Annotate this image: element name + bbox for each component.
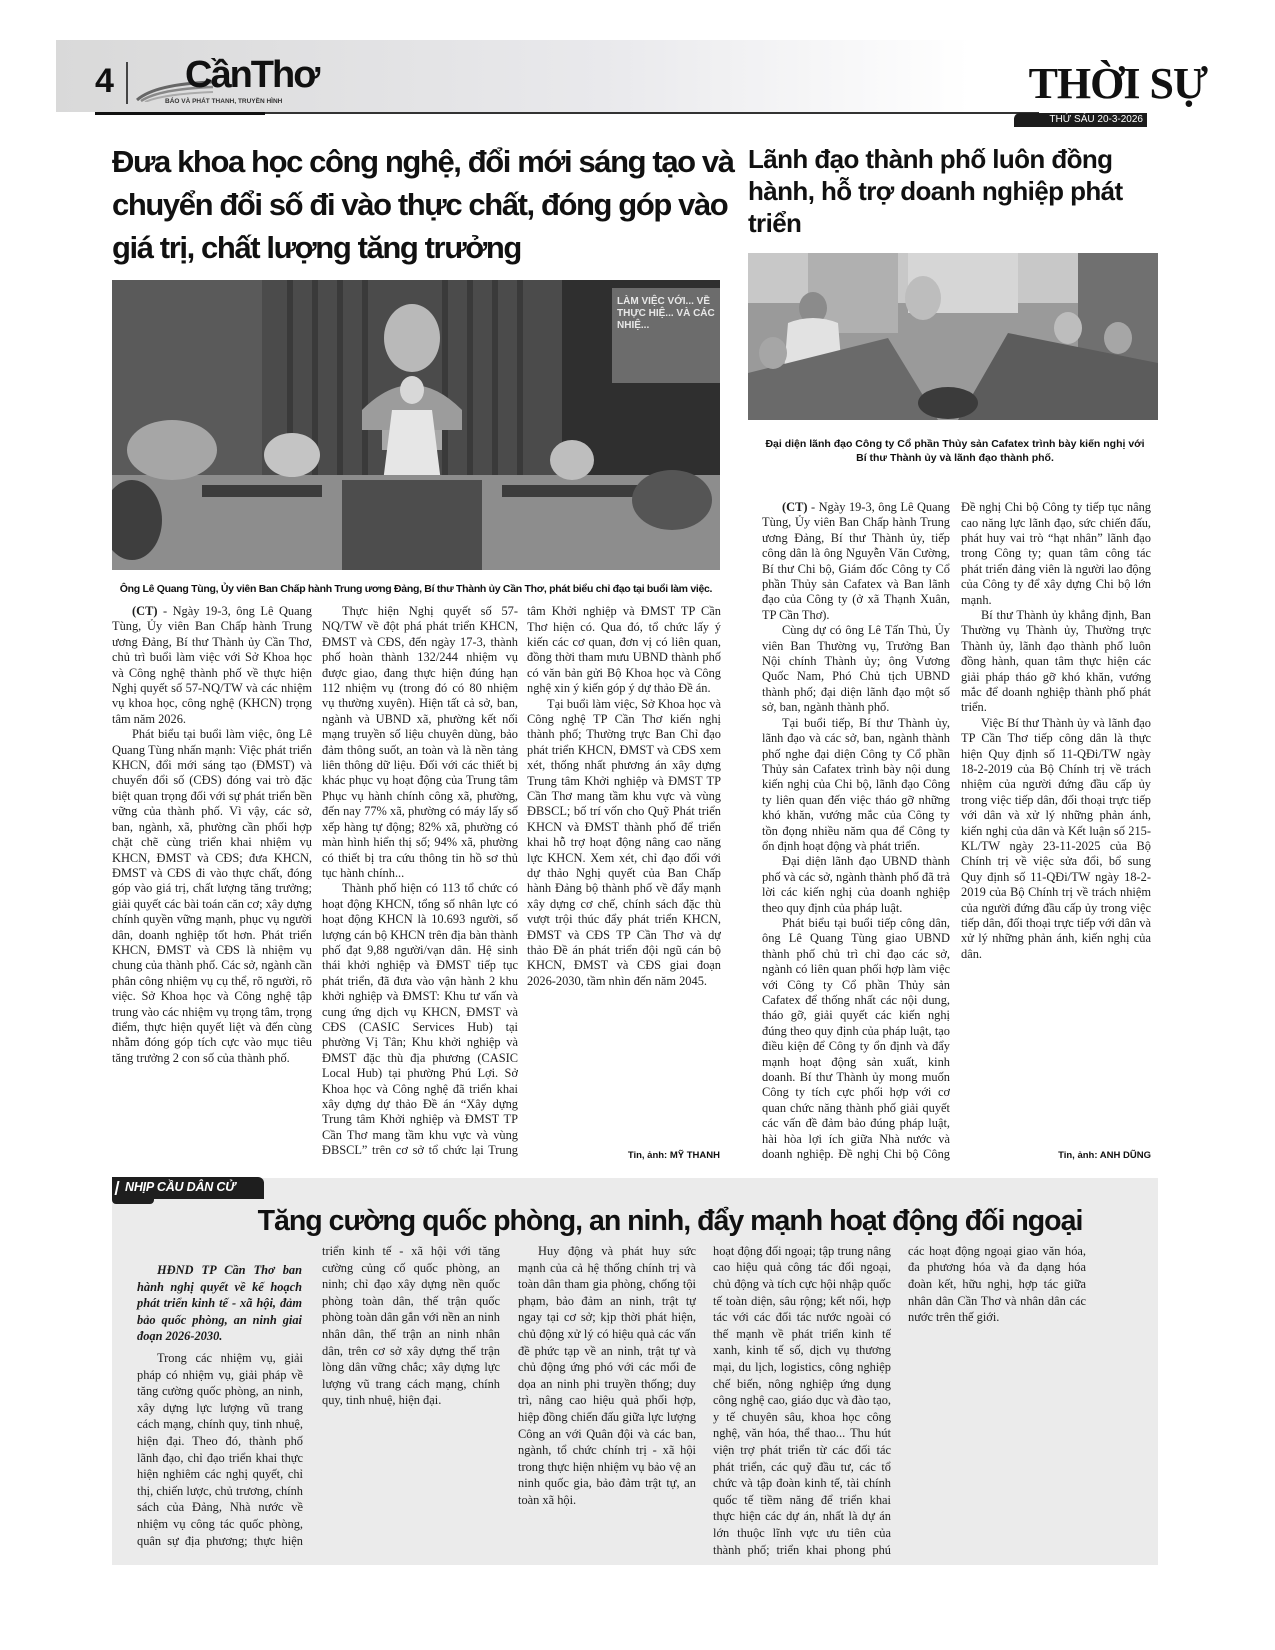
side-article-paragraph: - Ngày 19-3, ông Lê Quang Tùng, Ủy viên Ban Chấp hành Trung ương Đảng, Bí thư Thành ủy, tiếp công dân là ông Nguyễn Văn Cường, Bí thư Chi bộ, Giám đốc Công ty Cổ phần Thủy sản Cafatex và Ban lãnh đạo của Công ty (ở xã Thạnh Xuân, TP Cần Thơ). [762,500,950,622]
side-article-column-1 [762,500,950,1162]
main-article-byline: Tin, ảnh: MỸ THANH [627,1150,720,1161]
side-article-lead [762,500,950,623]
bottom-article-column-4 [713,1243,891,1559]
bottom-article-paragraph: Trong các nhiệm vụ, giải pháp có nhiệm vụ, giải pháp về tăng cường quốc phòng, an ninh, xây dựng lực lượng vũ trang cách mạng, chính quy, tinh nhuệ, hiện đại. Theo đó, thành phố lãnh đạo, chỉ đạo triển khai thực hiện nghiêm các nghị quyết, chỉ thị, chiến lược, chủ trương, chính sách của Đảng, Nhà nước về nhiệm vụ công tác quốc phòng, quân sự địa phương; thực hiện [137,1351,303,1548]
side-article-paragraph: Việc Bí thư Thành ủy và lãnh đạo TP Cần Thơ tiếp công dân là thực hiện Quy định số 11-QĐi/TW ngày 18-2-2019 của Bộ Chính trị về trách nhiệm của người đứng đầu cấp ủy trong việc tiếp dân, đối thoại trực tiếp với dân và xử lý những phản ánh, kiến nghị của dân và Kết luận số 215-KL/TW ngày 23-11-2025 của Bộ Chính trị về việc sửa đổi, bổ sung Quy định số 11-QĐi/TW ngày 18-2-2019 của Bộ Chính trị về trách nhiệm của người đứng đầu cấp ủy trong việc tiếp dân, đối thoại trực tiếp với dân và xử lý những phản ánh, kiến nghị của dân. [961,715,1151,961]
side-article-paragraph: Bí thư Thành ủy khẳng định, Ban Thường vụ Thành ủy, Thường trực Thành ủy, lãnh đạo thành phố luôn đồng hành, quan tâm thực hiện các giải pháp tháo gỡ khó khăn, vướng mắc để doanh nghiệp thành phố phát triển. [961,607,1151,715]
bottom-article-sapo [137,1262,302,1345]
main-article-paragraph-continued [527,604,721,697]
main-article-paragraph: Thành phố hiện có 113 tổ chức có hoạt động KHCN, tổng số nhân lực có hoạt động KHCN là 10.693 người, số lượng cán bộ KHCN trên địa bàn thành phố đạt 9,88 người/vạn dân. Hệ sinh thái khởi nghiệp và ĐMST tiếp tục phát triển, đã đưa vào vận hành 2 khu khởi nghiệp và ĐMST: Khu tư vấn và cung ứng dịch vụ KHCN, ĐMST và CĐS (CASIC Services Hub) tại phường Vị Tân; Khu khởi nghiệp và ĐMST đặc thù địa phương (CASIC Local Hub) tại phường Phú Lợi. Sở Khoa học và Công nghệ đã triển khai xây dựng dự thảo Đề án “Xây dựng Trung tâm Khởi nghiệp và ĐMST TP Cần Thơ mang tầm khu vực và vùng ĐBSCL” trên cơ sở tổ chức lại Trung [322,881,518,1158]
page-divider [126,62,128,104]
page-number: 4 [95,62,114,100]
bottom-article-paragraph-continued [322,1243,500,1409]
main-article-lead [112,604,312,727]
rubric-label: NHỊP CẦU DÂN CỬ [125,1180,236,1194]
issue-date: THỨ SÁU 20-3-2026 [1014,113,1147,127]
bottom-article-paragraph-continued-text: triển kinh tế - xã hội với tăng cường củng cố quốc phòng, an ninh; chỉ đạo xây dựng nền quốc phòng toàn dân, thế trận quốc phòng toàn dân gắn với nền an ninh nhân dân, thế trận an ninh nhân dân, trên cơ sở xây dựng thế trận lòng dân vững chắc; xây dựng lực lượng vũ trang cách mạng, chính quy, tinh nhuệ, hiện đại. [322,1243,500,1408]
bottom-article-column-3 [518,1243,696,1559]
side-article-paragraph: Phát biểu tại buổi tiếp công dân, ông Lê Quang Tùng giao UBND thành phố chủ trì chỉ đạo các sở, ngành có liên quan phối hợp làm việc với Công ty Cổ phần Thủy sản Cafatex để thống nhất các nội dung, tháo gỡ, giải quyết các kiến nghị đúng theo quy định của pháp luật, tạo điều kiện để Công ty ổn định và đẩy mạnh hoạt động sản xuất, kinh doanh. Bí thư Thành ủy mong muốn Công ty tích cực phối hợp với cơ quan chức năng thành phố giải quyết các vấn đề đảm bảo đúng pháp luật, hài hòa lợi ích giữa Nhà nước và doanh nghiệp. Đề nghị Chi bộ Công [762,915,950,1162]
side-article-byline: Tin, ảnh: ANH DŨNG [1058,1150,1151,1161]
main-article-paragraph: Tại buổi làm việc, Sở Khoa học và Công nghệ TP Cần Thơ kiến nghị thành phố; Thường trực Ban Chỉ đạo phát triển KHCN, ĐMST và CĐS xem xét, thống nhất phương án xây dựng Trung tâm Khởi nghiệp và ĐMST TP Cần Thơ mang tầm khu vực và vùng ĐBSCL; bố trí vốn cho Quỹ Phát triển KHCN và ĐMST thành phố để triển khai hỗ trợ hoạt động nâng cao năng lực KHCN. Xem xét, chỉ đạo đối với dự thảo Nghị quyết của Ban Chấp hành Đảng bộ thành phố về đẩy mạnh xây dựng cơ chế, chính sách đặc thù vượt trội thúc đẩy phát triển KHCN, ĐMST và CĐS TP Cần Thơ và dự thảo Đề án phát triển đội ngũ cán bộ KHCN, ĐMST và CĐS giai đoạn 2026-2030, tầm nhìn đến năm 2045. [527,696,721,988]
bottom-article-paragraph-continued-text: các hoạt động ngoại giao văn hóa, đa phương hóa và đa dạng hóa đoàn kết, hữu nghị, hợp tác giữa nhân dân Cần Thơ và nhân dân các nước trên thế giới. [908,1243,1086,1325]
main-article-column-1 [112,604,312,1159]
newspaper-logo[interactable] [135,54,325,114]
side-article-paragraph-continued-text: Đề nghị Chi bộ Công ty tiếp tục nâng cao năng lực lãnh đạo, sức chiến đấu, phát huy vai trò “hạt nhân” lãnh đạo trong Công ty; quan tâm công tác phát triển đảng viên là người lao động của Công ty để xây dựng Chi bộ lớn mạnh. [961,500,1151,607]
side-article-photo-caption: Đại diện lãnh đạo Công ty Cổ phần Thủy sản Cafatex trình bày kiến nghị với Bí thư Thành ủy và lãnh đạo thành phố. [765,438,1145,464]
side-article-photo [748,253,1158,420]
bottom-article-paragraph: Huy động và phát huy sức mạnh của cả hệ thống chính trị và toàn dân tham gia phòng, chống tội phạm, bảo đảm an ninh, trật tự ngay tại cơ sở; kịp thời phát hiện, chủ động xử lý có hiệu quả các vấn đề phức tạp về an ninh, trật tự và chủ động ứng phó với các mối đe dọa an ninh phi truyền thống; duy trì, nâng cao hiệu quả phối hợp, hiệp đồng chiến đấu giữa lực lượng Công an với Quân đội và các ban, ngành, tổ chức chính trị - xã hội trong thực hiện nhiệm vụ bảo vệ an ninh quốc gia, bảo đảm trật tự, an toàn xã hội. [518,1244,696,1507]
bottom-article-headline: Tăng cường quốc phòng, an ninh, đẩy mạnh hoạt động đối ngoại [257,1205,1083,1237]
main-article-column-2 [322,604,518,1159]
main-article-paragraph-continued-text: tâm Khởi nghiệp và ĐMST TP Cần Thơ hiện có. Qua đó, tổ chức lấy ý kiến các cơ quan, đơn vị có liên quan, đồng thời tham mưu UBND thành phố có văn bản gửi Bộ Khoa học và Công nghệ xin ý kiến góp ý dự thảo Đề án. [527,604,721,696]
logo-wordmark: CầnThơ [185,54,319,96]
side-article-paragraph-continued [961,500,1151,608]
side-article-paragraph: Đại diện lãnh đạo UBND thành phố và các sở, ngành thành phố đã trả lời các kiến nghị của doanh nghiệp theo quy định của pháp luật. [762,854,950,915]
bottom-article-column-5 [908,1243,1086,1559]
side-article-lead-tag: (CT) [782,500,808,514]
main-article-photo-caption: Ông Lê Quang Tùng, Ủy viên Ban Chấp hành Trung ương Đảng, Bí thư Thành ủy Cần Thơ, phát biểu chỉ đạo tại buổi làm việc. [119,583,713,595]
reception-photo-illustration [748,253,1158,420]
photo-backdrop-banner-text: LÀM VIỆC VỚI... VỀ THỰC HIỆ... VÀ CÁC NHIỆ... [617,296,715,331]
main-article-photo [112,280,720,570]
main-article-headline: Đưa khoa học công nghệ, đổi mới sáng tạo và chuyển đổi số đi vào thực chất, đóng góp vào giá trị, chất lượng tăng trưởng [112,144,734,265]
logo-tagline: BÁO VÀ PHÁT THANH, TRUYỀN HÌNH [165,98,283,105]
bottom-article-paragraph: hoạt động đối ngoại; tập trung nâng cao hiệu quả công tác đối ngoại, chủ động và tích cực hội nhập quốc tế toàn diện, sâu rộng; kết nối, hợp tác với các đối tác nước ngoài có thế mạnh về phát triển kinh tế xanh, kinh tế số, dịch vụ thương mại, du lịch, logistics, công nghiệp chế biến, nông nghiệp ứng dụng công nghệ cao, giáo dục và đào tạo, y tế chuyên sâu, khoa học công nghệ, văn hóa, thể thao... Thu hút viện trợ phát triển từ các đối tác phát triển, các quỹ đầu tư, các tổ chức và tập đoàn kinh tế, tài chính quốc tế tiềm năng để triển khai thực hiện các dự án, nhất là dự án lớn thuộc lĩnh vực ưu tiên của thành phố; triển khai phong phú [713,1243,891,1557]
main-article-paragraph: Phát biểu tại buổi làm việc, ông Lê Quang Tùng nhấn mạnh: Việc phát triển KHCN, đổi mới sáng tạo (ĐMST) và chuyển đổi số (CĐS) đóng vai trò đặc biệt quan trọng đối với sự phát triển bền vững của thành phố. Vì vậy, các sở, ban, ngành, xã, phường cần phối hợp chặt chẽ cùng triển khai nhiệm vụ KHCN, ĐMST và CĐS; đưa KHCN, ĐMST và CĐS đi vào thực chất, đóng góp vào giá trị, chất lượng tăng trưởng; giải quyết các bài toán căn cơ; xây dựng chính quyền vững mạnh, phục vụ người dân, doanh nghiệp tốt hơn. Phát triển KHCN, ĐMST và CĐS là nhiệm vụ chung của thành phố. Các sở, ngành cần phân công nhiệm vụ cụ thể, rõ người, rõ việc. Sở Khoa học và Công nghệ tập trung vào các nhiệm vụ trọng tâm, trọng điểm, thực hiện quyết liệt và đến cùng nhằm đóng góp tích cực vào mục tiêu tăng trưởng 2 con số của thành phố. [112,727,312,1065]
main-article-lead-tag: (CT) [132,604,158,618]
bottom-article-paragraph-continued [908,1243,1086,1326]
bottom-article-column-1 [137,1350,303,1550]
bottom-article-sapo-text: HĐND TP Cần Thơ ban hành nghị quyết về kế hoạch phát triển kinh tế - xã hội, đảm bảo quốc phòng, an ninh giai đoạn 2026-2030. [137,1263,302,1344]
side-article-paragraph: Tại buổi tiếp, Bí thư Thành ủy, lãnh đạo và các sở, ban, ngành thành phố nghe đại diện Công ty Cổ phần Thủy sản Cafatex trình bày nội dung kiến nghị của Chi bộ, lãnh đạo Công ty liên quan đến việc tháo gỡ những khó khăn, vướng mắc của Công ty tồn đọng nhiều năm qua để Công ty ổn định hoạt động và phát triển. [762,715,950,853]
main-article-paragraph: Thực hiện Nghị quyết số 57-NQ/TW về đột phá phát triển KHCN, ĐMST và CĐS, đến ngày 17-3, thành phố hoàn thành 132/244 nhiệm vụ được giao, đang thực hiện đúng hạn 112 nhiệm vụ (trong đó có 80 nhiệm vụ thường xuyên). Hiện tất cả sở, ban, ngành và UBND xã, phường kết nối mạng truyền số liệu chuyên dùng, bảo đảm thông suốt, an toàn và là nền tảng liên thông dữ liệu. Đối với các thiết bị khác phục vụ hoạt động của Trung tâm Phục vụ hành chính công xã, phường, đến nay 77% xã, phường có máy lấy số xếp hàng tự động; 82% xã, phường có màn hình hiển thị số; 94% xã, phường có thiết bị tra cứu thông tin hồ sơ thủ tục hành chính... [322,604,518,880]
bottom-article-column-2 [322,1243,500,1559]
side-article-column-2 [961,500,1151,1146]
side-article-headline: Lãnh đạo thành phố luôn đồng hành, hỗ trợ doanh nghiệp phát triển [748,144,1123,238]
section-title: THỜI SỰ [1028,59,1207,108]
main-article-paragraph: - Ngày 19-3, ông Lê Quang Tùng, Ủy viên Ban Chấp hành Trung ương Đảng, Bí thư Thành ủy Cần Thơ, chủ trì buổi làm việc với Sở Khoa học và Công nghệ thành phố về thực hiện Nghị quyết số 57-NQ/TW và các nhiệm vụ khoa học, công nghệ (KHCN) trọng tâm năm 2026. [112,604,312,726]
main-article-column-3 [527,604,721,1144]
side-article-paragraph: Cùng dự có ông Lê Tấn Thủ, Ủy viên Ban Thường vụ, Trưởng Ban Nội chính Thành ủy; ông Vương Quốc Nam, Phó Chủ tịch UBND thành phố; đại diện lãnh đạo một số sở, ban, ngành thành phố. [762,623,950,715]
